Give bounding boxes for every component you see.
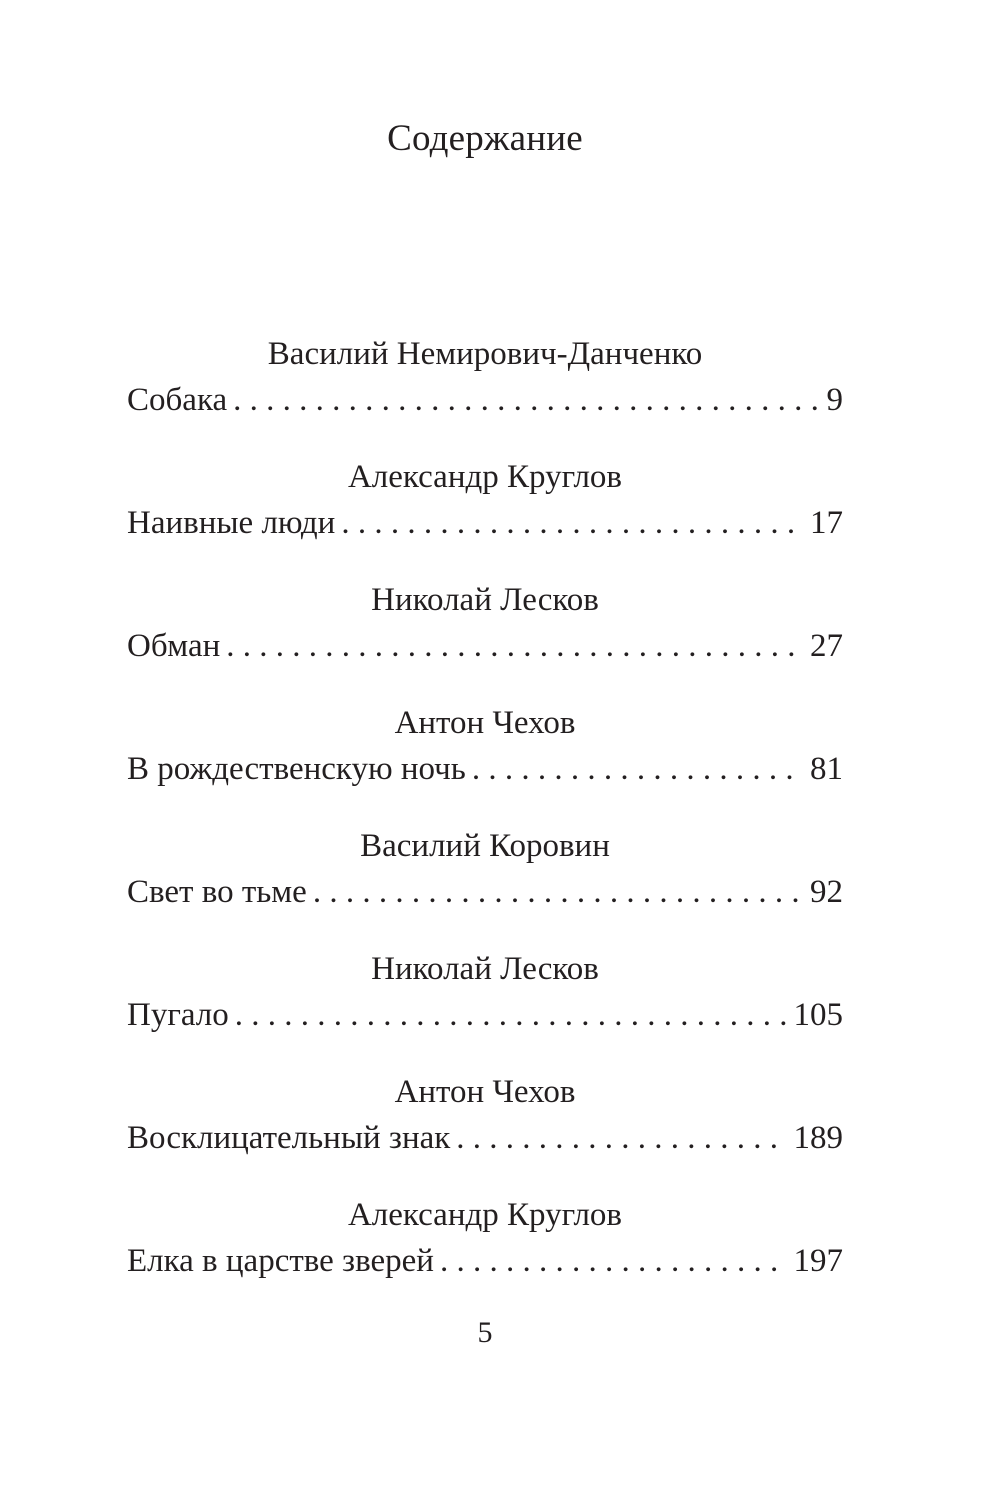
toc-entry	[127, 1069, 843, 1192]
table-of-contents	[127, 331, 843, 1315]
toc-page-number: 9	[826, 382, 843, 418]
toc-author: Николай Лесков	[371, 951, 599, 987]
toc-page-number: 189	[793, 1120, 843, 1156]
toc-line	[127, 746, 843, 792]
toc-author: Антон Чехов	[394, 705, 576, 741]
toc-author: Александр Круглов	[347, 459, 623, 495]
toc-entry	[127, 454, 843, 577]
toc-author: Василий Коровин	[360, 828, 610, 864]
toc-story-title: Наивные люди	[127, 505, 336, 541]
toc-line	[127, 992, 843, 1038]
dot-leader	[440, 1238, 788, 1284]
toc-page-number: 92	[810, 874, 843, 910]
toc-author: Василий Немирович-Данченко	[267, 336, 703, 372]
toc-entry	[127, 700, 843, 823]
toc-line	[127, 1238, 843, 1284]
toc-page-number: 81	[810, 751, 843, 787]
dot-leader	[456, 1115, 787, 1161]
dot-leader	[472, 746, 804, 792]
toc-entry	[127, 1192, 843, 1315]
toc-story-title: Свет во тьме	[127, 874, 307, 910]
toc-page-number: 27	[810, 628, 843, 664]
toc-page-number: 105	[793, 997, 843, 1033]
toc-line	[127, 500, 843, 546]
toc-story-title: Пугало	[127, 997, 229, 1033]
page-number: 5	[477, 1316, 493, 1349]
toc-line	[127, 623, 843, 669]
dot-leader	[226, 623, 804, 669]
page-title: Содержание	[387, 118, 583, 159]
dot-leader	[341, 500, 804, 546]
toc-author: Николай Лесков	[371, 582, 599, 618]
toc-entry	[127, 331, 843, 454]
toc-story-title: В рождественскую ночь	[127, 751, 466, 787]
dot-leader	[313, 869, 804, 915]
toc-story-title: Собака	[127, 382, 228, 418]
toc-author: Антон Чехов	[394, 1074, 576, 1110]
dot-leader	[235, 992, 788, 1038]
toc-author: Александр Круглов	[347, 1197, 623, 1233]
toc-story-title: Восклицательный знак	[127, 1120, 451, 1156]
dot-leader	[233, 377, 820, 423]
toc-entry	[127, 823, 843, 946]
toc-entry	[127, 946, 843, 1069]
toc-page-number: 197	[793, 1243, 843, 1279]
toc-line	[127, 869, 843, 915]
toc-page-number: 17	[810, 505, 843, 541]
toc-story-title: Елка в царстве зверей	[127, 1243, 434, 1279]
toc-line	[127, 377, 843, 423]
toc-line	[127, 1115, 843, 1161]
toc-entry	[127, 577, 843, 700]
toc-story-title: Обман	[127, 628, 221, 664]
